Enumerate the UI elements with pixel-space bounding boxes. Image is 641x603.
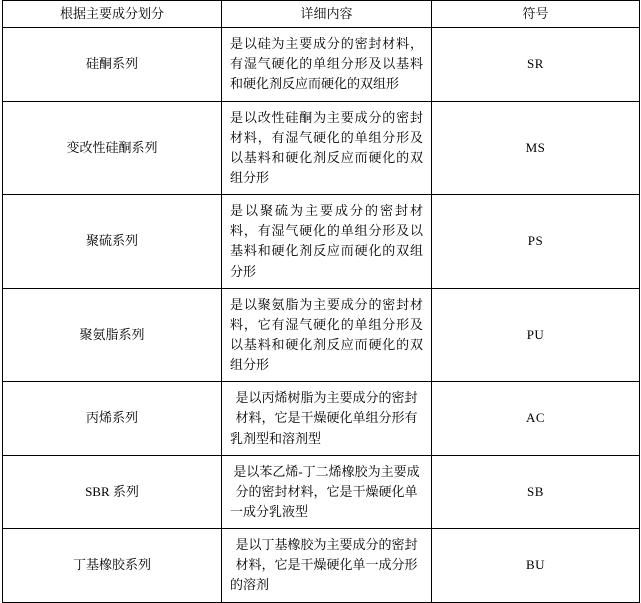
cell-description: 是以聚硫为主要成分的密封材料，有湿气硬化的单组分形及以基料和硬化剂反应而硬化的双组分形 [222,195,432,289]
table-body [3,28,640,602]
table-row [3,529,640,602]
cell-symbol: PS [432,195,640,289]
cell-description: 是以硅为主要成分的密封材料，有湿气硬化的单组分形及以基料和硬化剂反应而硬化的双组形 [222,28,432,101]
cell-symbol: AC [432,382,640,455]
cell-category: SBR 系列 [3,455,222,528]
cell-category: 丁基橡胶系列 [3,529,222,602]
cell-symbol: PU [432,288,640,382]
cell-symbol: BU [432,529,640,602]
table-row [3,28,640,101]
cell-symbol: SB [432,455,640,528]
cell-category: 硅酮系列 [3,28,222,101]
table-header [3,1,640,28]
table-row [3,195,640,289]
cell-symbol: MS [432,101,640,195]
cell-category: 变改性硅酮系列 [3,101,222,195]
table-row [3,288,640,382]
cell-description: 是以聚氨脂为主要成分的密封材料，它有湿气硬化的单组分形及以基料和硬化剂反应而硬化的双组分形 [222,288,432,382]
cell-category: 聚硫系列 [3,195,222,289]
cell-category: 聚氨脂系列 [3,288,222,382]
column-header-category: 根据主要成分划分 [3,1,222,28]
cell-description: 是以改性硅酮为主要成分的密封材料，有湿气硬化的单组分形及以基料和硬化剂反应而硬化的双组分形 [222,101,432,195]
cell-description: 是以丁基橡胶为主要成分的密封材料，它是干燥硬化单一成分形的溶剂 [222,529,432,602]
table-header-row [3,1,640,28]
column-header-description: 详细内容 [222,1,432,28]
cell-description: 是以苯乙烯-丁二烯橡胶为主要成分的密封材料，它是干燥硬化单一成分乳液型 [222,455,432,528]
column-header-symbol: 符号 [432,1,640,28]
table-row [3,382,640,455]
table-row [3,455,640,528]
cell-symbol: SR [432,28,640,101]
cell-category: 丙烯系列 [3,382,222,455]
sealant-classification-table [2,0,640,603]
table-row [3,101,640,195]
cell-description: 是以丙烯树脂为主要成分的密封材料，它是干燥硬化单组分形有乳剂型和溶剂型 [222,382,432,455]
